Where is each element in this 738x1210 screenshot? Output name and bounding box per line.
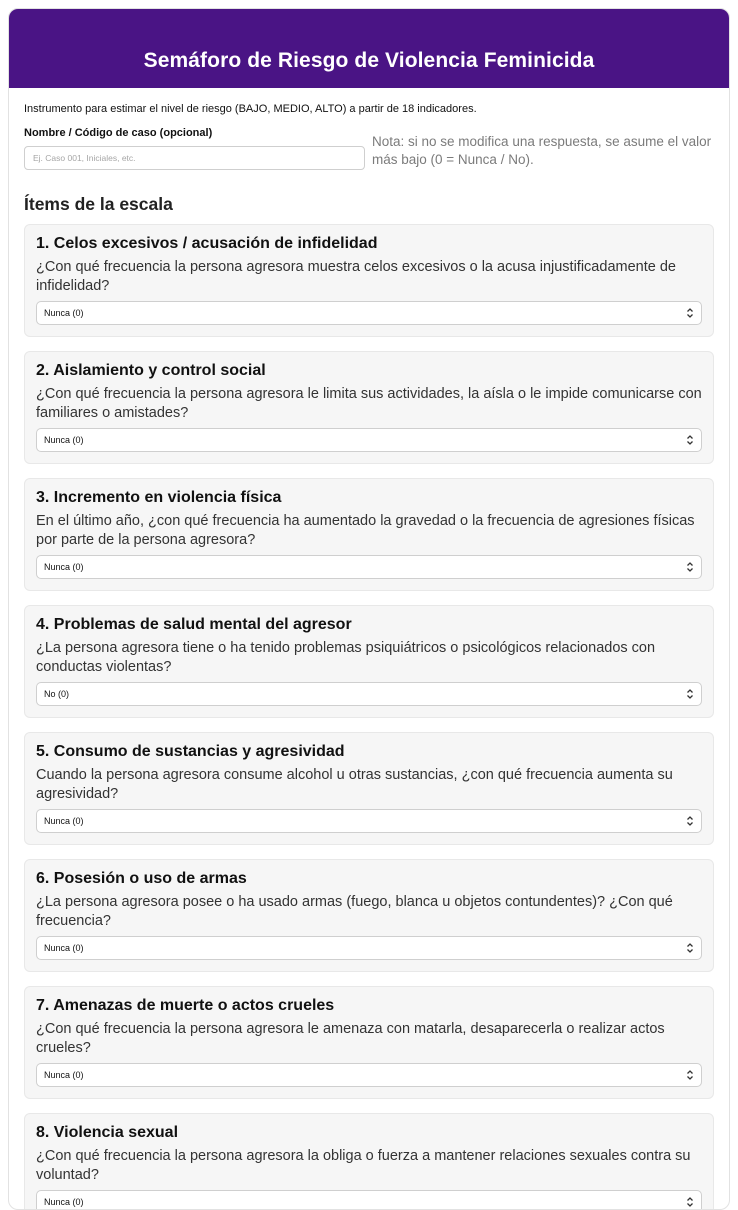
- item-question: ¿Con qué frecuencia la persona agresora le amenaza con matarla, desaparecerla o realizar actos crueles?: [36, 1021, 665, 1056]
- item-question: ¿Con qué frecuencia la persona agresora muestra celos excesivos o la acusa injustificadamente de infidelidad?: [36, 259, 676, 294]
- item-select-value: Nunca (0): [36, 555, 702, 579]
- item-title: 6. Posesión o uso de armas: [36, 870, 247, 887]
- form-content: [9, 103, 729, 1210]
- page-header: [9, 9, 729, 88]
- item-select[interactable]: [36, 555, 702, 579]
- select-arrows-icon: [686, 560, 694, 574]
- item-question: ¿Con qué frecuencia la persona agresora le limita sus actividades, la aísla o le impide comunicarse con familiares o amistades?: [36, 386, 702, 421]
- section-title: Ítems de la escala: [24, 194, 173, 214]
- item-title: 2. Aislamiento y control social: [36, 362, 266, 379]
- item-question: ¿Con qué frecuencia la persona agresora la obliga o fuerza a mantener relaciones sexuales contra su voluntad?: [36, 1148, 691, 1183]
- main-card: [8, 8, 730, 1210]
- case-code-input[interactable]: [24, 146, 365, 170]
- item-title: 7. Amenazas de muerte o actos crueles: [36, 997, 335, 1014]
- scale-item: [24, 986, 714, 1099]
- item-select-value: Nunca (0): [36, 1063, 702, 1087]
- item-select-value: Nunca (0): [36, 301, 702, 325]
- select-arrows-icon: [686, 306, 694, 320]
- item-title: 4. Problemas de salud mental del agresor: [36, 616, 352, 633]
- item-title: 5. Consumo de sustancias y agresividad: [36, 743, 345, 760]
- select-arrows-icon: [686, 814, 694, 828]
- items-list: [24, 224, 714, 1210]
- scale-item: [24, 478, 714, 591]
- case-label: Nombre / Código de caso (opcional): [24, 127, 213, 139]
- item-question: ¿La persona agresora tiene o ha tenido problemas psiquiátricos o psicológicos relacionados con conductas violentas?: [36, 640, 656, 675]
- item-title: 3. Incremento en violencia física: [36, 489, 282, 506]
- item-select[interactable]: [36, 682, 702, 706]
- item-title: 8. Violencia sexual: [36, 1124, 179, 1141]
- item-select[interactable]: [36, 809, 702, 833]
- select-arrows-icon: [686, 1068, 694, 1082]
- select-arrows-icon: [686, 941, 694, 955]
- case-row: [24, 127, 714, 170]
- item-select-value: No (0): [36, 682, 702, 706]
- page-title: Semáforo de Riesgo de Violencia Feminicida: [143, 48, 595, 72]
- item-select-value: Nunca (0): [36, 1190, 702, 1210]
- item-question: ¿La persona agresora posee o ha usado armas (fuego, blanca u objetos contundentes)? ¿Con qué frecuencia?: [36, 894, 673, 929]
- select-arrows-icon: [686, 687, 694, 701]
- scale-item: [24, 605, 714, 718]
- item-question: En el último año, ¿con qué frecuencia ha aumentado la gravedad o la frecuencia de agresiones físicas por parte de la persona agresora?: [36, 513, 695, 548]
- scale-item: [24, 732, 714, 845]
- item-select[interactable]: [36, 428, 702, 452]
- item-select[interactable]: [36, 1190, 702, 1210]
- scale-item: [24, 1113, 714, 1210]
- item-select[interactable]: [36, 301, 702, 325]
- scale-item: [24, 351, 714, 464]
- item-select-value: Nunca (0): [36, 809, 702, 833]
- select-arrows-icon: [686, 433, 694, 447]
- select-arrows-icon: [686, 1195, 694, 1209]
- item-select[interactable]: [36, 936, 702, 960]
- scale-item: [24, 224, 714, 337]
- item-select-value: Nunca (0): [36, 428, 702, 452]
- scale-item: [24, 859, 714, 972]
- item-select[interactable]: [36, 1063, 702, 1087]
- item-select-value: Nunca (0): [36, 936, 702, 960]
- note-text: Nota: si no se modifica una respuesta, se asume el valor más bajo (0 = Nunca / No).: [372, 134, 712, 167]
- item-title: 1. Celos excesivos / acusación de infidelidad: [36, 235, 378, 252]
- case-field-group: [24, 127, 365, 170]
- intro-text: Instrumento para estimar el nivel de riesgo (BAJO, MEDIO, ALTO) a partir de 18 indicadores.: [24, 103, 477, 115]
- item-question: Cuando la persona agresora consume alcohol u otras sustancias, ¿con qué frecuencia aumenta su agresividad?: [36, 767, 673, 802]
